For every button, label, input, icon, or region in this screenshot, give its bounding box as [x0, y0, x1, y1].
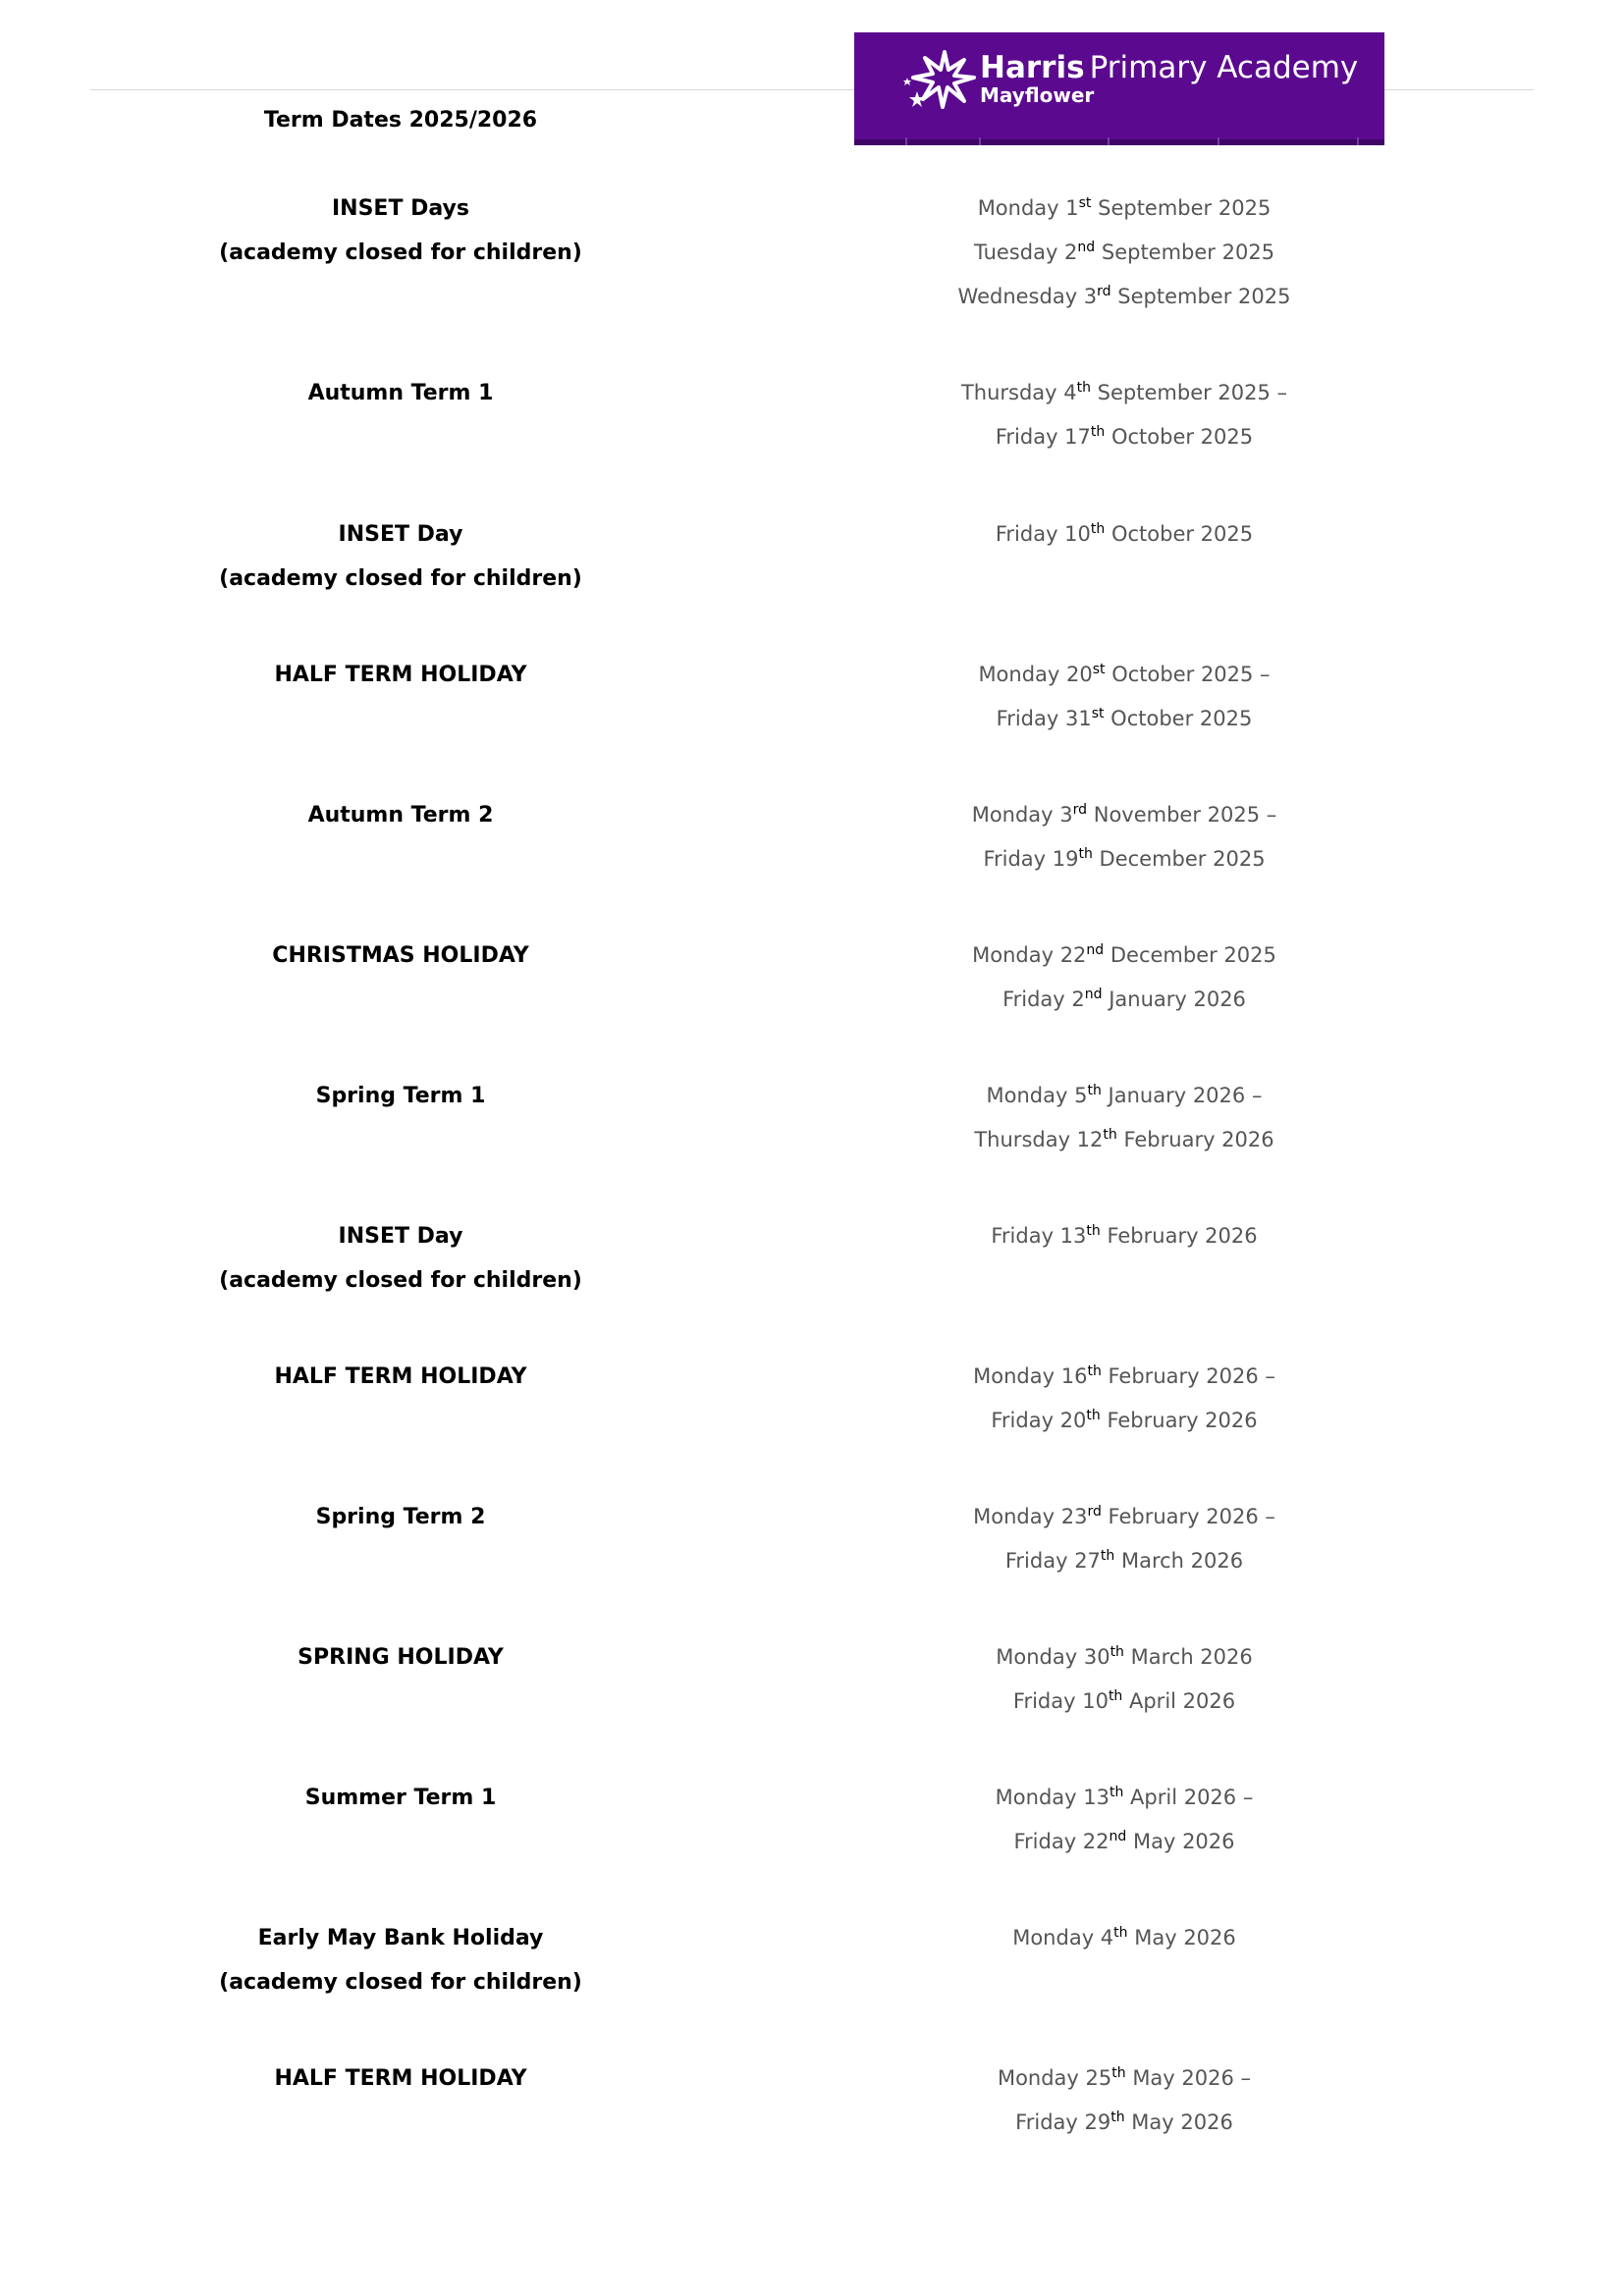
date-ordinal-suffix: th [1110, 1644, 1124, 1660]
date-line [893, 1214, 1355, 1258]
term-label [204, 1495, 597, 1539]
page-title: Term Dates 2025/2026 [263, 108, 538, 133]
date-month-year: February 2026 [1116, 1128, 1274, 1151]
banner-tick [1357, 137, 1359, 145]
term-dates [893, 1776, 1355, 1864]
date-day: Friday 20 [991, 1409, 1087, 1432]
banner-stripe [854, 139, 1384, 145]
date-ordinal-suffix: th [1087, 1363, 1102, 1379]
date-day: Friday 2 [1002, 988, 1085, 1011]
term-dates [893, 1355, 1355, 1443]
term-label [204, 653, 597, 697]
term-note: (academy closed for children) [219, 240, 582, 265]
date-day: Friday 10 [1012, 1689, 1109, 1713]
date-line [893, 1680, 1355, 1724]
date-line [893, 1355, 1355, 1399]
date-line [893, 1495, 1355, 1539]
term-label [204, 1916, 597, 2004]
date-ordinal-suffix: rd [1097, 284, 1111, 299]
date-line [893, 512, 1355, 557]
term-dates [893, 1916, 1355, 1960]
date-month-year: October 2025 [1105, 425, 1254, 449]
date-day: Monday 23 [973, 1505, 1088, 1528]
date-day: Thursday 12 [974, 1128, 1104, 1151]
date-month-year: December 2025 [1104, 943, 1276, 967]
date-ordinal-suffix: st [1092, 662, 1106, 677]
date-line [893, 1635, 1355, 1680]
date-line [893, 1820, 1355, 1864]
brand-name-bold: Harris [980, 50, 1085, 85]
date-month-year: September 2025 – [1091, 381, 1288, 404]
term-dates [893, 1214, 1355, 1258]
date-line [893, 1118, 1355, 1162]
date-month-year: April 2026 – [1123, 1786, 1254, 1809]
term-name: HALF TERM HOLIDAY [274, 663, 527, 687]
term-label [204, 1214, 597, 1303]
date-month-year: February 2026 [1100, 1224, 1258, 1248]
date-day: Tuesday 2 [973, 240, 1078, 264]
date-day: Monday 5 [986, 1084, 1088, 1107]
date-month-year: January 2026 – [1101, 1084, 1263, 1107]
date-day: Friday 29 [1015, 2110, 1111, 2134]
date-month-year: September 2025 [1095, 240, 1275, 264]
date-line [893, 653, 1355, 697]
date-day: Friday 27 [1004, 1549, 1101, 1573]
date-day: Monday 1 [977, 196, 1079, 220]
date-ordinal-suffix: th [1100, 1548, 1115, 1564]
term-label [204, 1355, 597, 1399]
term-name: CHRISTMAS HOLIDAY [272, 943, 529, 968]
date-month-year: May 2026 [1127, 1926, 1236, 1949]
date-month-year: May 2026 [1124, 2110, 1233, 2134]
date-day: Monday 25 [997, 2066, 1112, 2090]
term-dates [893, 793, 1355, 881]
date-month-year: October 2025 [1105, 522, 1254, 546]
date-month-year: April 2026 [1122, 1689, 1236, 1713]
banner-tick [1218, 137, 1219, 145]
date-day: Monday 3 [971, 803, 1073, 827]
date-month-year: September 2025 [1110, 285, 1291, 308]
date-ordinal-suffix: rd [1072, 802, 1088, 818]
date-ordinal-suffix: nd [1086, 942, 1105, 958]
term-label [204, 512, 597, 601]
date-ordinal-suffix: th [1087, 1083, 1102, 1098]
date-ordinal-suffix: th [1103, 1127, 1117, 1143]
term-name: INSET Day [338, 522, 463, 547]
date-day: Monday 20 [978, 663, 1093, 686]
date-day: Monday 4 [1012, 1926, 1114, 1949]
term-name: SPRING HOLIDAY [298, 1645, 504, 1670]
date-day: Friday 17 [995, 425, 1091, 449]
term-label [204, 371, 597, 415]
date-day: Monday 22 [972, 943, 1087, 967]
brand-name-rest: Primary Academy [1089, 50, 1359, 85]
brand-subtitle: Mayflower [980, 83, 1095, 107]
date-month-year: November 2025 – [1087, 803, 1277, 827]
date-line [893, 187, 1355, 231]
date-ordinal-suffix: st [1078, 195, 1092, 211]
date-line [893, 697, 1355, 741]
date-month-year: March 2026 [1114, 1549, 1244, 1573]
date-line [893, 275, 1355, 319]
date-ordinal-suffix: th [1076, 380, 1091, 396]
term-name: Early May Bank Holiday [257, 1926, 544, 1950]
term-dates [893, 187, 1355, 319]
school-banner [854, 32, 1384, 145]
term-name: INSET Days [331, 196, 469, 221]
term-dates [893, 371, 1355, 459]
date-day: Friday 10 [995, 522, 1091, 546]
term-name: Summer Term 1 [304, 1786, 497, 1810]
term-name: HALF TERM HOLIDAY [274, 1364, 527, 1389]
date-ordinal-suffix: th [1086, 1223, 1101, 1239]
date-day: Monday 30 [996, 1645, 1110, 1669]
term-name: Autumn Term 1 [307, 381, 494, 405]
date-month-year: September 2025 [1091, 196, 1272, 220]
date-month-year: March 2026 [1123, 1645, 1253, 1669]
term-dates [893, 1495, 1355, 1583]
date-line [893, 231, 1355, 275]
date-line [893, 978, 1355, 1022]
term-label [204, 934, 597, 978]
date-day: Monday 16 [973, 1364, 1088, 1388]
term-label [204, 1074, 597, 1118]
term-label [204, 1635, 597, 1680]
term-name: Spring Term 2 [315, 1505, 486, 1529]
date-ordinal-suffix: st [1091, 706, 1105, 721]
term-name: INSET Day [338, 1224, 463, 1249]
date-line [893, 934, 1355, 978]
date-line [893, 1539, 1355, 1583]
date-day: Monday 13 [995, 1786, 1110, 1809]
date-line [893, 1916, 1355, 1960]
date-ordinal-suffix: th [1078, 846, 1093, 862]
term-dates [893, 512, 1355, 557]
date-day: Friday 13 [991, 1224, 1087, 1248]
date-day: Wednesday 3 [957, 285, 1098, 308]
date-month-year: December 2025 [1092, 847, 1266, 871]
date-ordinal-suffix: nd [1077, 240, 1096, 255]
term-name: Spring Term 1 [315, 1084, 486, 1108]
date-line [893, 1074, 1355, 1118]
star-flower-icon [903, 48, 982, 117]
date-month-year: January 2026 [1102, 988, 1246, 1011]
term-label [204, 1776, 597, 1820]
date-ordinal-suffix: rd [1087, 1504, 1102, 1520]
term-dates [893, 1635, 1355, 1724]
term-dates [893, 1074, 1355, 1162]
term-note: (academy closed for children) [219, 1268, 582, 1293]
brand-text [980, 50, 1358, 107]
date-ordinal-suffix: th [1086, 1408, 1101, 1423]
term-note: (academy closed for children) [219, 566, 582, 591]
date-line [893, 2056, 1355, 2101]
date-ordinal-suffix: nd [1084, 987, 1103, 1002]
date-month-year: October 2025 – [1105, 663, 1271, 686]
term-label [204, 187, 597, 275]
term-note: (academy closed for children) [219, 1970, 582, 1995]
date-month-year: February 2026 [1100, 1409, 1258, 1432]
date-month-year: May 2026 – [1125, 2066, 1252, 2090]
date-month-year: February 2026 – [1101, 1364, 1275, 1388]
date-ordinal-suffix: th [1108, 1688, 1123, 1704]
date-line [893, 837, 1355, 881]
date-line [893, 415, 1355, 459]
date-line [893, 371, 1355, 415]
date-line [893, 1776, 1355, 1820]
term-dates [893, 653, 1355, 741]
term-label [204, 2056, 597, 2101]
term-dates [893, 2056, 1355, 2145]
term-name: Autumn Term 2 [307, 803, 494, 828]
term-name: HALF TERM HOLIDAY [274, 2066, 527, 2091]
date-line [893, 793, 1355, 837]
term-dates [893, 934, 1355, 1022]
date-ordinal-suffix: th [1109, 1785, 1124, 1800]
date-line [893, 1399, 1355, 1443]
banner-tick [905, 137, 907, 145]
date-day: Friday 19 [983, 847, 1079, 871]
date-ordinal-suffix: th [1110, 2109, 1125, 2125]
date-line [893, 2101, 1355, 2145]
date-day: Friday 31 [996, 707, 1092, 730]
banner-tick [1108, 137, 1110, 145]
date-ordinal-suffix: th [1090, 521, 1106, 537]
date-ordinal-suffix: th [1090, 424, 1106, 440]
date-month-year: May 2026 [1126, 1830, 1235, 1853]
date-ordinal-suffix: th [1113, 1925, 1128, 1941]
date-ordinal-suffix: nd [1109, 1829, 1127, 1844]
date-month-year: October 2025 [1104, 707, 1253, 730]
date-day: Thursday 4 [960, 381, 1077, 404]
date-month-year: February 2026 – [1101, 1505, 1275, 1528]
date-day: Friday 22 [1013, 1830, 1110, 1853]
banner-tick [979, 137, 981, 145]
term-label [204, 793, 597, 837]
date-ordinal-suffix: th [1111, 2065, 1126, 2081]
